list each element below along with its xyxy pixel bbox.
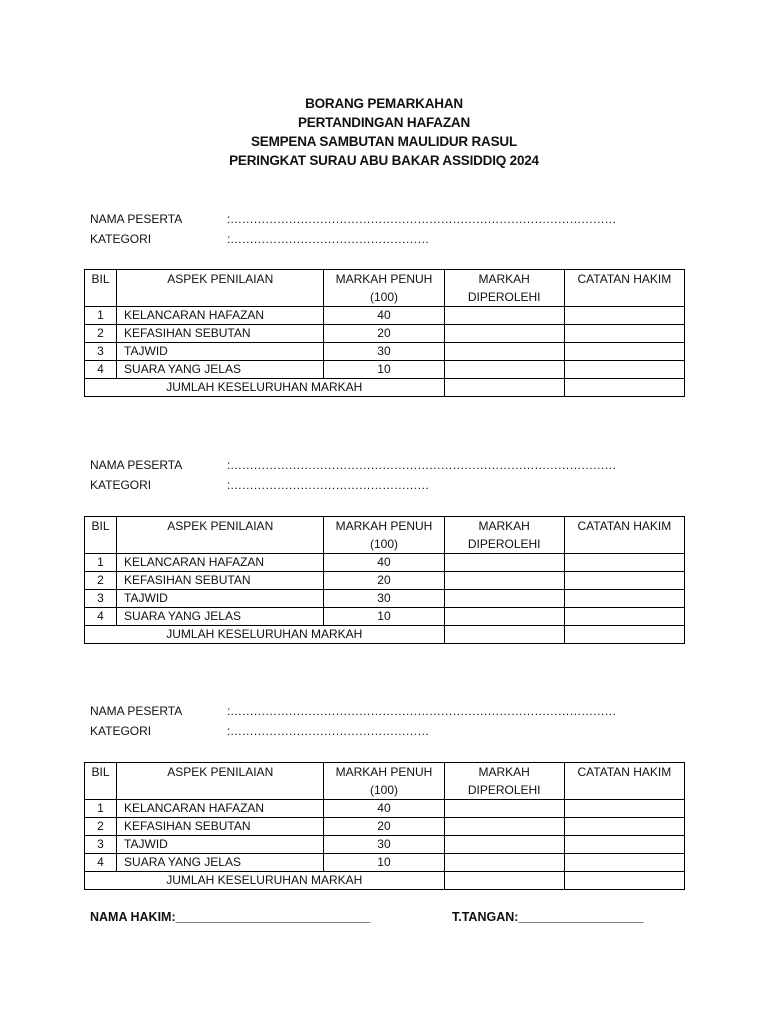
row-markah-penuh: 20 [324,572,444,590]
row-markah-diperolehi-cell[interactable] [444,818,564,836]
row-aspek: SUARA YANG JELAS [117,854,324,872]
row-markah-penuh: 20 [324,818,444,836]
row-aspek: SUARA YANG JELAS [117,608,324,626]
total-catatan-cell[interactable] [564,626,684,644]
row-aspek: KEFASIHAN SEBUTAN [117,818,324,836]
row-bil: 2 [85,818,117,836]
kategori-label: KATEGORI [90,478,152,492]
row-markah-penuh: 10 [324,608,444,626]
row-aspek: KEFASIHAN SEBUTAN [117,325,324,343]
kategori-row [84,721,685,741]
row-bil: 4 [85,854,117,872]
row-bil: 1 [85,554,117,572]
nama-peserta-row [84,701,685,721]
table-row [85,818,685,836]
header-markah-penuh: MARKAH PENUH (100) [324,763,444,800]
table-row [85,800,685,818]
table-row [85,361,685,379]
nama-peserta-field[interactable]: :……………………………………………………………………………………… [227,458,617,472]
row-markah-diperolehi-cell[interactable] [444,343,564,361]
row-aspek: KEFASIHAN SEBUTAN [117,572,324,590]
total-row [85,872,685,890]
kategori-label: KATEGORI [90,724,152,738]
table-row [85,590,685,608]
row-catatan-cell[interactable] [564,800,684,818]
row-catatan-cell[interactable] [564,361,684,379]
total-markah-cell[interactable] [444,379,564,397]
kategori-field[interactable]: :…………………………………………… [227,232,429,246]
table-row [85,836,685,854]
row-bil: 1 [85,307,117,325]
table-row [85,307,685,325]
header-catatan-hakim: CATATAN HAKIM [564,517,684,554]
row-markah-penuh: 30 [324,590,444,608]
kategori-row [84,475,685,495]
nama-peserta-field[interactable]: :……………………………………………………………………………………… [227,704,617,718]
table-header-row [85,270,685,307]
table-row [85,554,685,572]
header-aspek: ASPEK PENILAIAN [117,517,324,554]
row-catatan-cell[interactable] [564,325,684,343]
nama-peserta-field[interactable]: :……………………………………………………………………………………… [227,212,617,226]
row-bil: 2 [85,325,117,343]
row-markah-diperolehi-cell[interactable] [444,554,564,572]
header-bil: BIL [85,763,117,800]
row-catatan-cell[interactable] [564,343,684,361]
total-catatan-cell[interactable] [564,379,684,397]
row-catatan-cell[interactable] [564,836,684,854]
nama-peserta-row [84,209,685,229]
row-bil: 4 [85,361,117,379]
row-bil: 1 [85,800,117,818]
header-bil: BIL [85,270,117,307]
total-row [85,379,685,397]
row-catatan-cell[interactable] [564,307,684,325]
row-bil: 4 [85,608,117,626]
row-bil: 3 [85,590,117,608]
tandatangan-field[interactable]: T.TANGAN:__________________ [452,910,644,924]
nama-peserta-label: NAMA PESERTA [90,704,183,718]
total-label: JUMLAH KESELURUHAN MARKAH [85,872,445,890]
table-row [85,854,685,872]
row-markah-penuh: 40 [324,554,444,572]
row-catatan-cell[interactable] [564,854,684,872]
row-aspek: TAJWID [117,836,324,854]
score-table [84,269,685,397]
row-aspek: KELANCARAN HAFAZAN [117,307,324,325]
row-markah-diperolehi-cell[interactable] [444,325,564,343]
row-markah-diperolehi-cell[interactable] [444,361,564,379]
row-bil: 3 [85,836,117,854]
row-markah-penuh: 30 [324,343,444,361]
kategori-field[interactable]: :…………………………………………… [227,724,429,738]
header-markah-diperolehi: MARKAH DIPEROLEHI [444,270,564,307]
total-label: JUMLAH KESELURUHAN MARKAH [85,626,445,644]
row-aspek: SUARA YANG JELAS [117,361,324,379]
header-markah-diperolehi: MARKAH DIPEROLEHI [444,517,564,554]
table-row [85,572,685,590]
row-markah-diperolehi-cell[interactable] [444,836,564,854]
row-aspek: TAJWID [117,590,324,608]
nama-peserta-row [84,455,685,475]
participant-section-3 [84,701,685,887]
total-row [85,626,685,644]
title-line-2: PERTANDINGAN HAFAZAN [298,115,470,130]
table-row [85,608,685,626]
form-title [0,94,768,170]
row-markah-penuh: 40 [324,307,444,325]
row-catatan-cell[interactable] [564,572,684,590]
row-markah-diperolehi-cell[interactable] [444,590,564,608]
total-markah-cell[interactable] [444,626,564,644]
score-table [84,762,685,890]
header-aspek: ASPEK PENILAIAN [117,763,324,800]
title-line-3: SEMPENA SAMBUTAN MAULIDUR RASUL [250,134,518,149]
row-aspek: KELANCARAN HAFAZAN [117,800,324,818]
header-markah-penuh: MARKAH PENUH (100) [324,270,444,307]
nama-peserta-label: NAMA PESERTA [90,212,183,226]
row-markah-diperolehi-cell[interactable] [444,854,564,872]
row-markah-penuh: 20 [324,325,444,343]
row-markah-penuh: 10 [324,854,444,872]
table-row [85,325,685,343]
title-line-1: BORANG PEMARKAHAN [305,96,463,111]
participant-section-1 [84,209,685,394]
nama-peserta-label: NAMA PESERTA [90,458,183,472]
header-catatan-hakim: CATATAN HAKIM [564,270,684,307]
header-catatan-hakim: CATATAN HAKIM [564,763,684,800]
header-bil: BIL [85,517,117,554]
kategori-row [84,229,685,249]
header-markah-penuh: MARKAH PENUH (100) [324,517,444,554]
score-table [84,516,685,644]
table-header-row [85,763,685,800]
total-catatan-cell[interactable] [564,872,684,890]
row-aspek: TAJWID [117,343,324,361]
title-line-4: PERINGKAT SURAU ABU BAKAR ASSIDDIQ 2024 [229,153,539,168]
row-markah-diperolehi-cell[interactable] [444,800,564,818]
row-markah-penuh: 30 [324,836,444,854]
table-row [85,343,685,361]
row-catatan-cell[interactable] [564,608,684,626]
row-markah-diperolehi-cell[interactable] [444,572,564,590]
kategori-field[interactable]: :…………………………………………… [227,478,429,492]
row-catatan-cell[interactable] [564,590,684,608]
row-markah-penuh: 40 [324,800,444,818]
row-markah-diperolehi-cell[interactable] [444,307,564,325]
row-catatan-cell[interactable] [564,818,684,836]
row-aspek: KELANCARAN HAFAZAN [117,554,324,572]
row-catatan-cell[interactable] [564,554,684,572]
total-label: JUMLAH KESELURUHAN MARKAH [85,379,445,397]
row-bil: 2 [85,572,117,590]
kategori-label: KATEGORI [90,232,152,246]
row-markah-penuh: 10 [324,361,444,379]
header-aspek: ASPEK PENILAIAN [117,270,324,307]
participant-section-2 [84,455,685,641]
row-bil: 3 [85,343,117,361]
table-header-row [85,517,685,554]
nama-hakim-field[interactable]: NAMA HAKIM:____________________________ [90,910,371,924]
total-markah-cell[interactable] [444,872,564,890]
row-markah-diperolehi-cell[interactable] [444,608,564,626]
header-markah-diperolehi: MARKAH DIPEROLEHI [444,763,564,800]
